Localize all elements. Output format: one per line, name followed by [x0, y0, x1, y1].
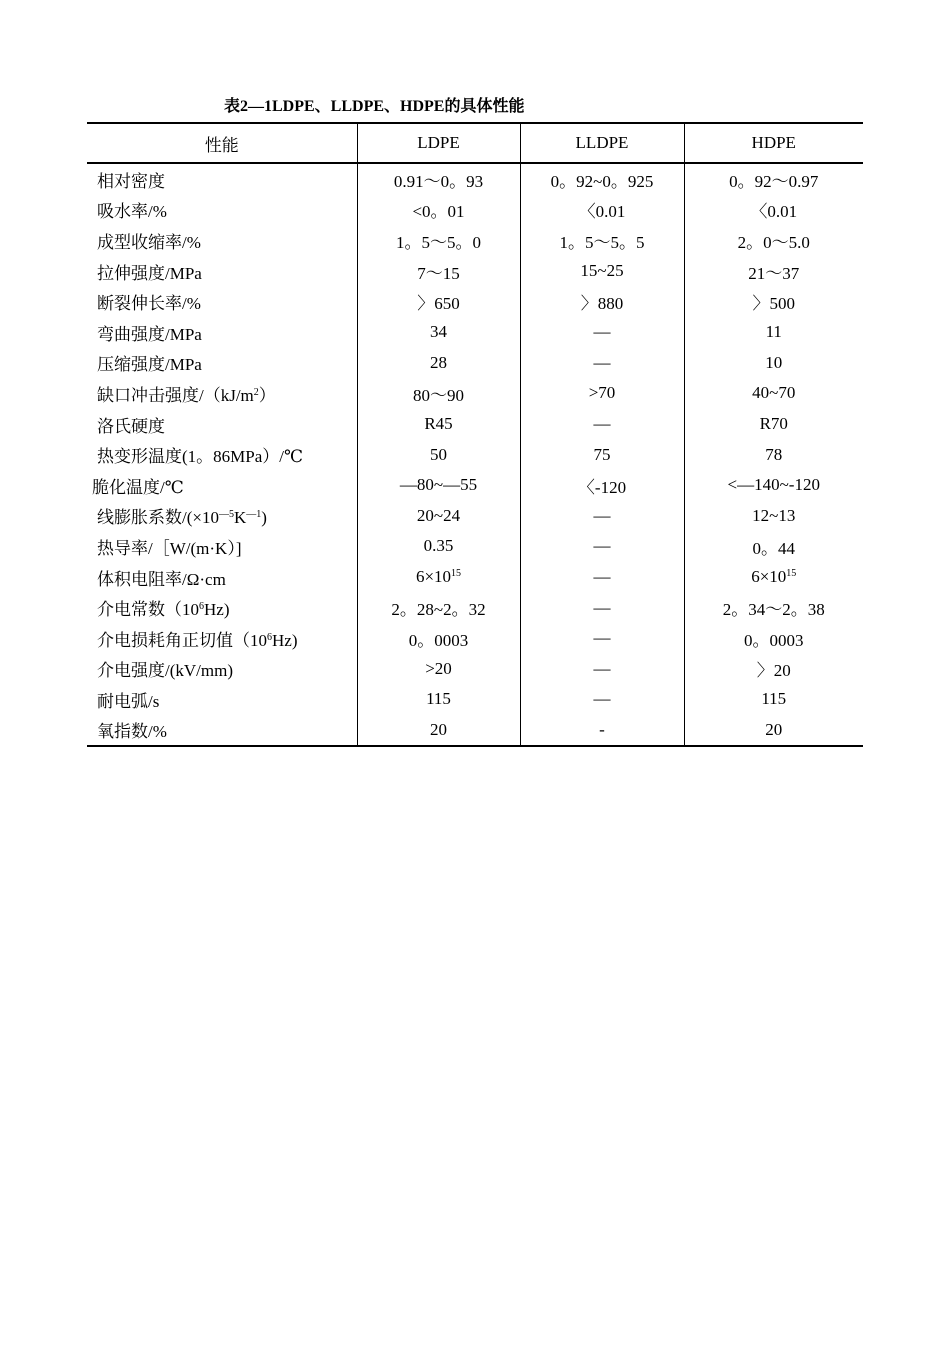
ldpe-value-text: 34: [430, 322, 447, 342]
label-text: 线膨胀系数/(×10: [97, 508, 219, 528]
lldpe-value-text: —: [593, 689, 611, 709]
table-row: [87, 501, 863, 532]
hdpe-value: [684, 286, 863, 317]
lldpe-value: [520, 684, 684, 715]
ldpe-value-text: 0.91～0。93: [393, 171, 484, 191]
lldpe-value-text: —: [593, 628, 611, 648]
label-text: 缺口冲击强度/（kJ/m: [97, 385, 254, 405]
hdpe-value-text: 11: [765, 322, 782, 342]
ldpe-value: [357, 592, 520, 623]
ldpe-value-text: 0.35: [423, 536, 454, 556]
ldpe-value-text: 20: [430, 719, 447, 739]
table-row: [87, 439, 863, 470]
ldpe-value: [357, 225, 520, 256]
hdpe-value: [684, 348, 863, 379]
ldpe-value: [357, 378, 520, 409]
table-row: [87, 348, 863, 379]
table-row: [87, 378, 863, 409]
ldpe-value: [357, 501, 520, 532]
label-text: 相对密度: [97, 171, 165, 191]
hdpe-value-superscript: 15: [786, 568, 797, 580]
hdpe-value-text: 0。92～0.97: [729, 171, 819, 191]
lldpe-value: [520, 501, 684, 532]
hdpe-value-text: 6×10: [751, 567, 787, 587]
ldpe-value-text: 50: [430, 444, 447, 464]
property-label: [87, 439, 357, 470]
property-label: [87, 225, 357, 256]
lldpe-value-text: 〈-120: [577, 477, 627, 497]
hdpe-value-text: 〈0.01: [750, 202, 798, 222]
label-text: 拉伸强度/MPa: [97, 263, 202, 283]
lldpe-value-text: —: [593, 536, 611, 556]
table-row: [87, 256, 863, 287]
header-property: 性能: [87, 123, 357, 163]
label-text: 体积电阻率/Ω·cm: [97, 569, 226, 589]
hdpe-value-text: 20: [765, 719, 783, 739]
label-text: 热变形温度(1。86MPa）/℃: [97, 447, 304, 467]
table-row: [87, 163, 863, 195]
hdpe-value-text: 12~13: [752, 505, 796, 525]
lldpe-value: [520, 348, 684, 379]
lldpe-value: [520, 317, 684, 348]
hdpe-value-text: 2。0～5.0: [737, 232, 810, 252]
label-text: 洛氏硬度: [97, 416, 165, 436]
lldpe-value-text: —: [593, 505, 611, 525]
property-label: [87, 195, 357, 226]
hdpe-value: [684, 562, 863, 593]
hdpe-value: [684, 378, 863, 409]
property-label: [87, 654, 357, 685]
lldpe-value: [520, 378, 684, 409]
lldpe-value: [520, 654, 684, 685]
lldpe-value-text: —: [593, 597, 611, 617]
table-row: [87, 470, 863, 501]
property-label: [87, 592, 357, 623]
ldpe-value: [357, 654, 520, 685]
label-superscript: 6: [199, 601, 204, 613]
table-row: [87, 623, 863, 654]
label-text-tail: Hz): [204, 600, 230, 620]
ldpe-value-text: R45: [424, 414, 453, 434]
lldpe-value-text: —: [593, 567, 611, 587]
ldpe-value-text: 28: [430, 352, 447, 372]
hdpe-value: [684, 684, 863, 715]
table-row: [87, 715, 863, 747]
ldpe-value: [357, 623, 520, 654]
property-label: [87, 501, 357, 532]
lldpe-value-text: —: [593, 322, 611, 342]
ldpe-value-text: 20~24: [416, 505, 461, 525]
lldpe-value: [520, 439, 684, 470]
lldpe-value: [520, 195, 684, 226]
table-row: [87, 195, 863, 226]
lldpe-value-text: 0。92~0。925: [550, 171, 654, 191]
ldpe-value: [357, 286, 520, 317]
label-text: 介电损耗角正切值（10: [97, 630, 267, 650]
header-ldpe: LDPE: [357, 123, 520, 163]
table-row: [87, 592, 863, 623]
lldpe-value: [520, 225, 684, 256]
lldpe-value: [520, 286, 684, 317]
lldpe-value-text: 〉880: [580, 294, 624, 314]
lldpe-value-text: 75: [593, 444, 611, 464]
ldpe-value: [357, 439, 520, 470]
ldpe-value: [357, 409, 520, 440]
label-superscript-2: —1: [246, 509, 262, 521]
label-text: 耐电弧/s: [97, 691, 160, 711]
ldpe-value: [357, 562, 520, 593]
lldpe-value-text: —: [593, 352, 611, 372]
property-label: [87, 256, 357, 287]
table-row: [87, 562, 863, 593]
hdpe-value-text: <—140~-120: [727, 475, 820, 495]
property-label: [87, 348, 357, 379]
hdpe-value: [684, 501, 863, 532]
ldpe-value-text: 115: [426, 689, 451, 709]
ldpe-value-text: 2。28~2。32: [391, 600, 486, 620]
ldpe-value-text: <0。01: [412, 202, 465, 222]
lldpe-value: [520, 409, 684, 440]
label-superscript: 6: [267, 631, 272, 643]
hdpe-value: [684, 195, 863, 226]
hdpe-value: [684, 592, 863, 623]
hdpe-value: [684, 317, 863, 348]
lldpe-value: [520, 163, 684, 195]
ldpe-value: [357, 470, 520, 501]
hdpe-value: [684, 225, 863, 256]
ldpe-value: [357, 348, 520, 379]
label-text: 弯曲强度/MPa: [97, 324, 202, 344]
hdpe-value-text: 0。0003: [744, 630, 804, 650]
ldpe-value: [357, 715, 520, 747]
property-label: [87, 684, 357, 715]
properties-table: [87, 122, 863, 747]
ldpe-value: [357, 195, 520, 226]
hdpe-value: [684, 163, 863, 195]
property-label: [87, 378, 357, 409]
label-text-mid: K: [233, 508, 247, 528]
ldpe-value-text: 7～15: [417, 263, 460, 283]
ldpe-value-text: 80～90: [413, 385, 464, 405]
ldpe-value: [357, 317, 520, 348]
ldpe-value-text: 〉650: [417, 294, 460, 314]
hdpe-value: [684, 409, 863, 440]
header-lldpe: LLDPE: [520, 123, 684, 163]
property-label: [87, 531, 357, 562]
ldpe-value-text: —80~—55: [399, 475, 478, 495]
hdpe-value-text: 115: [761, 689, 787, 709]
hdpe-value: [684, 531, 863, 562]
label-text: 吸水率/%: [97, 202, 167, 222]
hdpe-value: [684, 256, 863, 287]
hdpe-value: [684, 623, 863, 654]
label-superscript: —5: [218, 509, 234, 521]
ldpe-value-superscript: 15: [451, 568, 462, 580]
ldpe-value: [357, 531, 520, 562]
property-label: [87, 317, 357, 348]
hdpe-value-text: 〉20: [756, 661, 791, 681]
property-label: [87, 623, 357, 654]
hdpe-value-text: 2。34～2。38: [722, 600, 825, 620]
table-header-row: [87, 123, 863, 163]
label-text-tail: ）: [258, 385, 276, 405]
label-text: 脆化温度/℃: [92, 477, 184, 497]
property-label: [87, 715, 357, 747]
hdpe-value-text: 0。44: [752, 538, 795, 558]
lldpe-value-text: 〈0.01: [578, 202, 626, 222]
table-row: [87, 317, 863, 348]
property-label: [87, 286, 357, 317]
label-superscript: 2: [253, 386, 259, 398]
table-row: [87, 286, 863, 317]
ldpe-value: [357, 163, 520, 195]
label-text: 成型收缩率/%: [97, 232, 201, 252]
label-text: 介电强度/(kV/mm): [97, 661, 233, 681]
lldpe-value-text: —: [593, 414, 611, 434]
table-row: [87, 225, 863, 256]
lldpe-value-text: 15~25: [580, 261, 624, 281]
lldpe-value-text: —: [593, 658, 611, 678]
label-text: 热导率/［W/(m·K）]: [97, 538, 242, 558]
lldpe-value: [520, 623, 684, 654]
lldpe-value: [520, 715, 684, 747]
hdpe-value-text: 40~70: [752, 383, 796, 403]
label-text-tail: Hz): [272, 630, 298, 650]
lldpe-value: [520, 562, 684, 593]
property-label: [87, 409, 357, 440]
label-text-tail: ): [261, 508, 267, 528]
ldpe-value: [357, 684, 520, 715]
lldpe-value-text: 1。5～5。5: [559, 232, 645, 252]
ldpe-value: [357, 256, 520, 287]
hdpe-value: [684, 439, 863, 470]
hdpe-value-text: 78: [765, 444, 783, 464]
lldpe-value: [520, 256, 684, 287]
lldpe-value: [520, 531, 684, 562]
table-row: [87, 654, 863, 685]
table-caption: 表2—1LDPE、LLDPE、HDPE的具体性能: [224, 98, 525, 115]
ldpe-value-text: 1。5～5。0: [396, 232, 481, 252]
lldpe-value-text: >70: [588, 383, 616, 403]
hdpe-value-text: 10: [765, 352, 783, 372]
lldpe-value: [520, 592, 684, 623]
hdpe-value: [684, 654, 863, 685]
hdpe-value: [684, 715, 863, 747]
hdpe-value-text: 〉500: [752, 294, 795, 314]
lldpe-value-text: -: [599, 719, 605, 739]
label-text: 氧指数/%: [97, 722, 167, 742]
table-row: [87, 531, 863, 562]
property-label: [87, 163, 357, 195]
ldpe-value-text: 0。0003: [408, 630, 469, 650]
hdpe-value-text: 21～37: [748, 263, 800, 283]
property-label: [87, 562, 357, 593]
ldpe-value-text: >20: [425, 658, 452, 678]
hdpe-value: [684, 470, 863, 501]
property-label: [87, 470, 357, 501]
table-row: [87, 409, 863, 440]
hdpe-value-text: R70: [759, 414, 788, 434]
lldpe-value: [520, 470, 684, 501]
label-text: 压缩强度/MPa: [97, 355, 202, 375]
label-text: 断裂伸长率/%: [97, 294, 201, 314]
label-text: 介电常数（10: [97, 600, 199, 620]
header-hdpe: HDPE: [684, 123, 863, 163]
ldpe-value-text: 6×10: [415, 567, 452, 587]
table-row: [87, 684, 863, 715]
